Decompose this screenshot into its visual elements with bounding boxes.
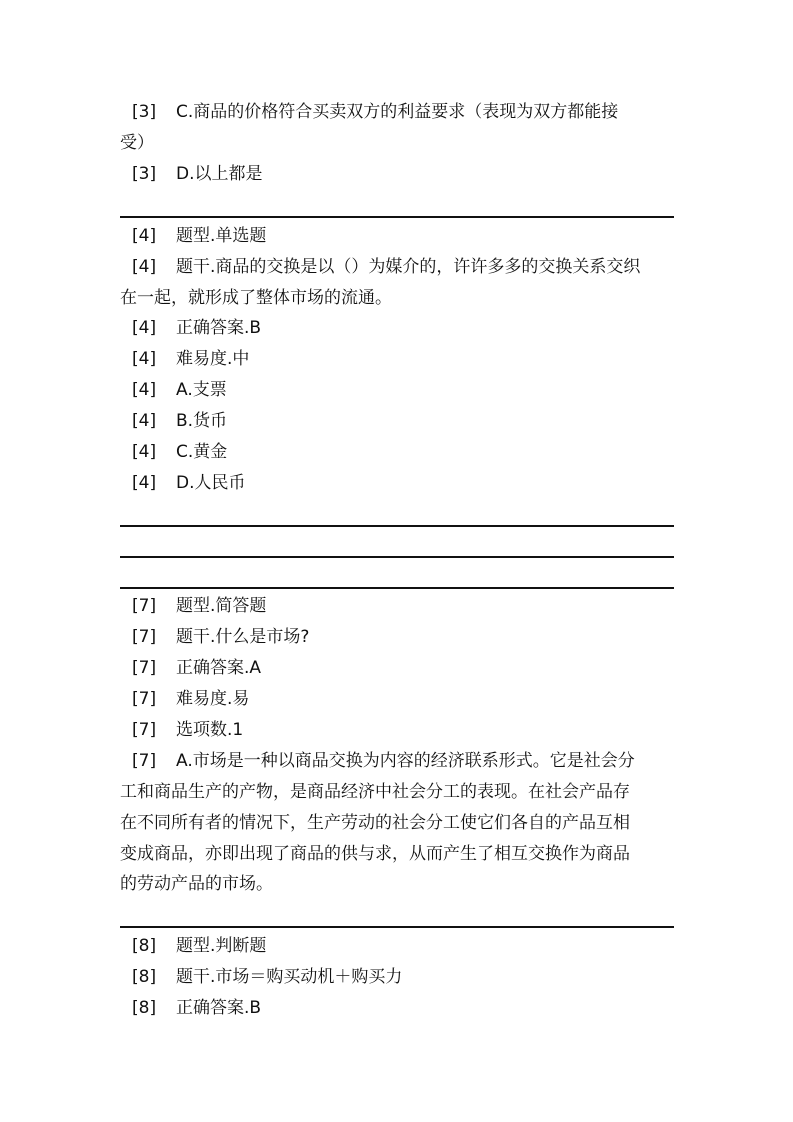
answer-text: 的劳动产品的市场。 [120, 874, 273, 894]
question-type-line [120, 591, 680, 622]
answer-text: 工和商品生产的产物，是商品经济中社会分工的表现。在社会产品存 [120, 782, 630, 802]
section-divider [120, 556, 674, 558]
difficulty: 难易度.中 [176, 349, 250, 369]
section-divider [120, 525, 674, 527]
question-number: [7] [132, 751, 157, 771]
correct-answer-line [120, 993, 680, 1024]
answer-text-line [120, 869, 680, 900]
question-number: [8] [132, 967, 157, 987]
question-number: [7] [132, 596, 157, 616]
difficulty: 难易度.易 [176, 689, 250, 709]
option-count-line [120, 715, 680, 746]
option-d-line [120, 159, 680, 190]
question-number: [4] [132, 442, 157, 462]
answer-text: A.市场是一种以商品交换为内容的经济联系形式。它是社会分 [176, 751, 635, 771]
question-number: [7] [132, 720, 157, 740]
option-c-text-cont: 受） [120, 133, 154, 153]
question-stem-cont: 在一起，就形成了整体市场的流通。 [120, 288, 392, 308]
question-number: [4] [132, 318, 157, 338]
question-number: [4] [132, 380, 157, 400]
option-c-text: C.黄金 [176, 442, 228, 462]
question-stem: 题干.什么是市场? [176, 627, 310, 647]
section-divider [120, 587, 674, 589]
question-number: [3] [132, 102, 157, 122]
option-a-text: A.支票 [176, 380, 227, 400]
question-stem: 题干.市场＝购买动机＋购买力 [176, 967, 403, 987]
question-number: [4] [132, 473, 157, 493]
option-count: 选项数.1 [176, 720, 244, 740]
option-d-text: D.人民币 [176, 473, 246, 493]
question-stem-line [120, 622, 680, 653]
question-number: [7] [132, 627, 157, 647]
difficulty-line [120, 344, 680, 375]
question-stem-line [120, 962, 680, 993]
question-number: [8] [132, 936, 157, 956]
option-d-text: D.以上都是 [176, 164, 263, 184]
correct-answer-line [120, 313, 680, 344]
answer-text: 变成商品，亦即出现了商品的供与求，从而产生了相互交换作为商品 [120, 844, 630, 864]
answer-text-line [120, 808, 680, 839]
question-type: 题型.单选题 [176, 226, 267, 246]
answer-text-line [120, 839, 680, 870]
option-c-line [120, 97, 680, 128]
question-number: [7] [132, 689, 157, 709]
correct-answer: 正确答案.B [176, 998, 262, 1018]
question-stem-line [120, 252, 680, 283]
answer-text: 在不同所有者的情况下，生产劳动的社会分工使它们各自的产品互相 [120, 813, 630, 833]
section-divider [120, 926, 674, 928]
correct-answer: 正确答案.B [176, 318, 262, 338]
correct-answer-line [120, 653, 680, 684]
option-d-line [120, 468, 680, 499]
question-number: [3] [132, 164, 157, 184]
difficulty-line [120, 684, 680, 715]
option-c-continuation [120, 128, 680, 159]
question-stem-continuation [120, 283, 680, 314]
question-number: [4] [132, 226, 157, 246]
option-a-line [120, 375, 680, 406]
question-number: [8] [132, 998, 157, 1018]
correct-answer: 正确答案.A [176, 658, 262, 678]
question-number: [4] [132, 349, 157, 369]
answer-text-line [120, 746, 680, 777]
answer-text-line [120, 777, 680, 808]
question-type-line [120, 221, 680, 252]
question-number: [7] [132, 658, 157, 678]
question-type-line [120, 931, 680, 962]
section-divider [120, 216, 674, 218]
option-b-text: B.货币 [176, 411, 228, 431]
option-b-line [120, 406, 680, 437]
question-stem: 题干.商品的交换是以（）为媒介的，许许多多的交换关系交织 [176, 257, 641, 277]
question-number: [4] [132, 257, 157, 277]
option-c-line [120, 437, 680, 468]
question-number: [4] [132, 411, 157, 431]
question-type: 题型.判断题 [176, 936, 267, 956]
question-type: 题型.简答题 [176, 596, 267, 616]
option-c-text: C.商品的价格符合买卖双方的利益要求（表现为双方都能接 [176, 102, 619, 122]
